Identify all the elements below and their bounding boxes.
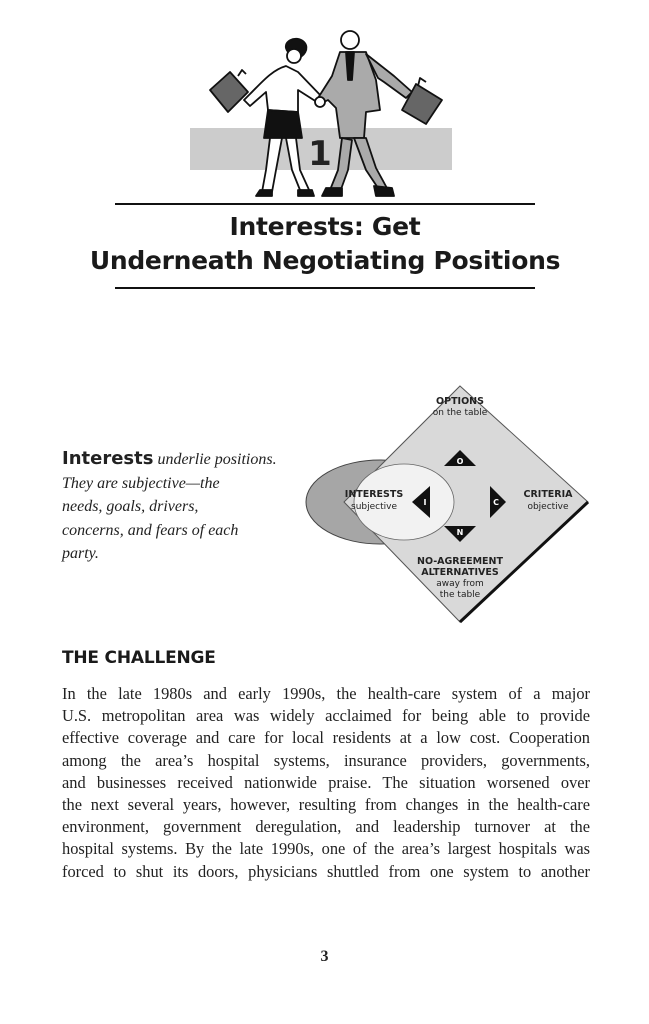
businessman-figure (315, 31, 442, 196)
body-line: forced to shut its doors, physicians shuttled from one system to another (62, 861, 590, 881)
svg-text:C: C (493, 498, 499, 507)
definition-line: party. (62, 545, 99, 562)
definition-line: Interests underlie positions. (62, 448, 277, 469)
body-line: among the area’s hospital systems, insurance providers, governments, (62, 750, 590, 770)
no-agreement-label: NO-AGREEMENT (417, 556, 503, 567)
definition-line: needs, goals, drivers, (62, 498, 199, 515)
criteria-label: CRITERIA (523, 489, 573, 500)
options-label: OPTIONS (436, 396, 484, 407)
body-paragraph (62, 683, 590, 883)
no-agreement-label: ALTERNATIVES (421, 567, 499, 578)
handshake-illustration (180, 20, 470, 200)
svg-text:I: I (423, 498, 427, 507)
chapter-title-line2: Underneath Negotiating Positions (89, 246, 561, 275)
briefcase-icon (210, 72, 248, 112)
interests-label: INTERESTS (344, 489, 404, 500)
svg-text:N: N (456, 528, 464, 537)
body-line: the next several years, however, resulting from changes in the health-care (62, 795, 590, 815)
businesswoman-figure (210, 39, 323, 196)
options-sublabel: on the table (432, 408, 488, 418)
section-heading: THE CHALLENGE (62, 648, 216, 668)
chapter-title (60, 210, 590, 278)
no-agreement-sublabel: the table (439, 590, 481, 600)
no-agreement-sublabel: away from (436, 579, 484, 589)
page-number: 3 (320, 948, 329, 965)
chapter-number: 1 (308, 134, 332, 174)
definition-line: They are subjective—the (62, 474, 220, 492)
definition-line: concerns, and fears of each (62, 521, 239, 539)
title-rule-top (115, 203, 535, 205)
title-rule-bottom (115, 287, 535, 289)
criteria-sublabel: objective (527, 502, 569, 512)
body-line: environment, government deregulation, and leadership turnover at the (62, 817, 590, 837)
definition-term: Interests (62, 448, 154, 469)
interests-definition (62, 447, 292, 566)
svg-text:O: O (456, 457, 464, 466)
body-line: effective coverage and care for local residents at a low cost. Cooperation (62, 728, 590, 748)
body-line: U.S. metropolitan area was widely acclaimed for being able to provide (62, 706, 590, 726)
ioc-diamond-diagram (300, 380, 600, 630)
body-line: and businesses received nationwide praise. The situation worsened over (62, 772, 590, 792)
chapter-title-line1: Interests: Get (229, 212, 421, 241)
body-line: hospital systems. By the late 1990s, one of the area’s largest hospitals was (62, 839, 590, 859)
body-line: In the late 1980s and early 1990s, the health-care system of a major (62, 684, 590, 703)
interests-sublabel: subjective (351, 502, 397, 512)
